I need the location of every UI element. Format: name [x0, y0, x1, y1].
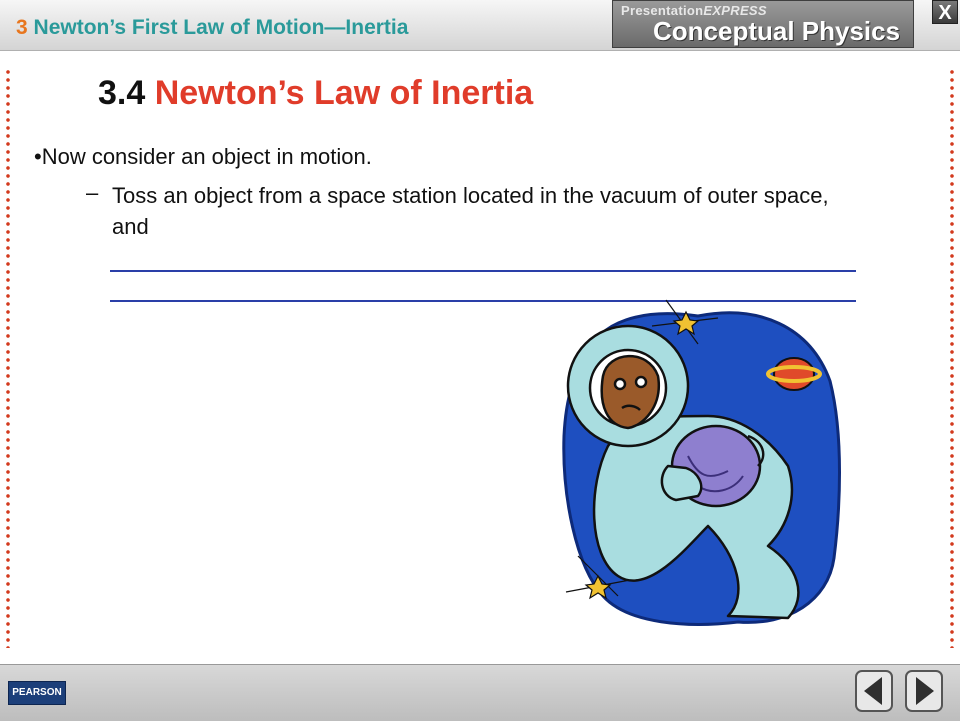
astronaut-illustration — [548, 296, 848, 632]
pearson-logo: PEARSON — [8, 681, 66, 705]
section-number: 3.4 — [98, 74, 146, 112]
section-title: Newton’s Law of Inertia — [154, 74, 534, 112]
header-bar — [0, 0, 960, 51]
brand-title: Conceptual Physics — [653, 16, 901, 46]
sub-bullet-text: Toss an object from a space station located in the vacuum of outer space, and — [112, 183, 829, 239]
previous-slide-icon[interactable] — [854, 669, 894, 713]
left-dotted-border — [6, 68, 10, 648]
chapter-name: Newton’s First Law of Motion—Inertia — [33, 16, 409, 39]
slide-title — [98, 74, 533, 113]
answer-blank-line — [110, 270, 856, 272]
next-slide-icon[interactable] — [904, 669, 944, 713]
right-dotted-border — [950, 68, 954, 648]
brand-subtitle: PresentationEXPRESS — [621, 3, 767, 18]
close-button[interactable]: X — [932, 0, 958, 24]
brand-logo — [612, 0, 914, 48]
footer-bar — [0, 664, 960, 721]
chapter-title — [16, 16, 408, 40]
bullet-text: •Now consider an object in motion. — [34, 144, 372, 169]
dash-marker: – — [86, 180, 99, 205]
chapter-number: 3 — [16, 16, 28, 39]
